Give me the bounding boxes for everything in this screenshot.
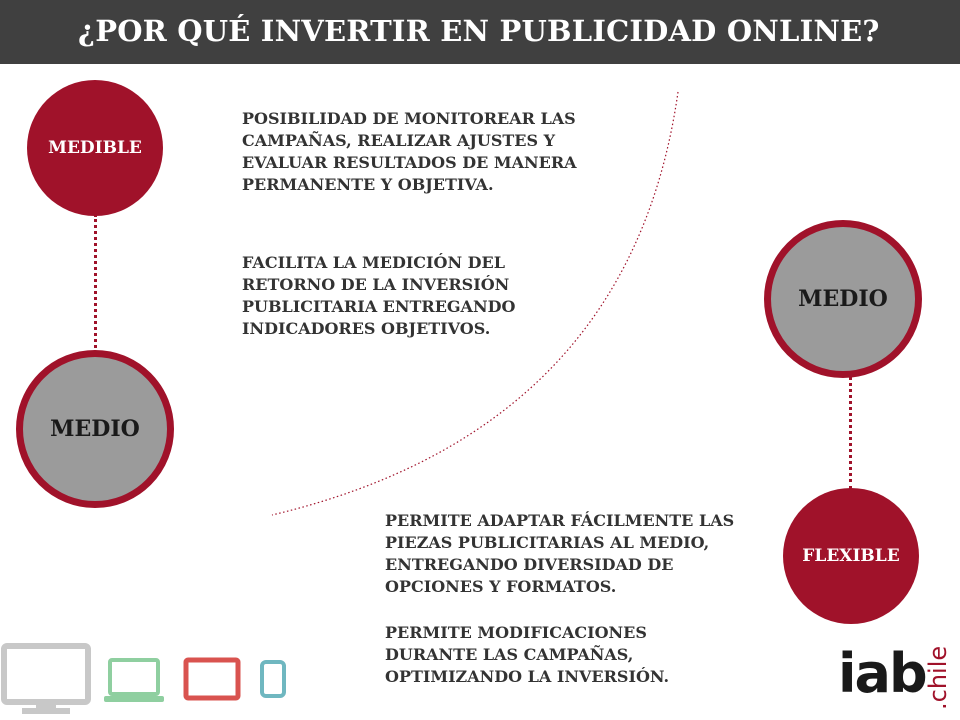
flexible-text-1: PERMITE ADAPTAR FÁCILMENTE LAS PIEZAS PUBLICITARIAS AL MEDIO, ENTREGANDO DIVERSIDAD DE OPCIONES Y FORMATOS. (385, 511, 735, 596)
right-dotted-connector (849, 370, 852, 490)
logo-brand: iab (838, 642, 926, 705)
logo-suffix: .chile (924, 645, 952, 710)
medio-left-label: MEDIO (50, 416, 140, 442)
medible-circle (27, 80, 163, 216)
medible-text-1: POSIBILIDAD DE MONITOREAR LAS CAMPAÑAS, REALIZAR AJUSTES Y EVALUAR RESULTADOS DE MANERA PERMANENTE Y OBJETIVA. (242, 109, 577, 194)
medio-left-circle (16, 350, 174, 508)
device-icons (0, 640, 300, 720)
medible-label: MEDIBLE (48, 138, 142, 158)
flexible-circle (783, 488, 919, 624)
iab-chile-logo (838, 636, 950, 716)
left-dotted-connector (94, 214, 97, 354)
flexible-text-2: PERMITE MODIFICACIONES DURANTE LAS CAMPAÑAS, OPTIMIZANDO LA INVERSIÓN. (385, 623, 670, 686)
laptop-icon (104, 660, 164, 702)
medio-right-label: MEDIO (798, 286, 888, 312)
medio-right-circle (764, 220, 922, 378)
medible-text-2: FACILITA LA MEDICIÓN DEL RETORNO DE LA INVERSIÓN PUBLICITARIA ENTREGANDO INDICADORES OBJETIVOS. (242, 253, 516, 338)
flexible-label: FLEXIBLE (802, 546, 900, 566)
page-title: ¿POR QUÉ INVERTIR EN PUBLICIDAD ONLINE? (78, 14, 880, 48)
smartphone-icon (262, 662, 284, 696)
tablet-icon (186, 660, 238, 698)
desktop-monitor-icon (4, 646, 88, 714)
